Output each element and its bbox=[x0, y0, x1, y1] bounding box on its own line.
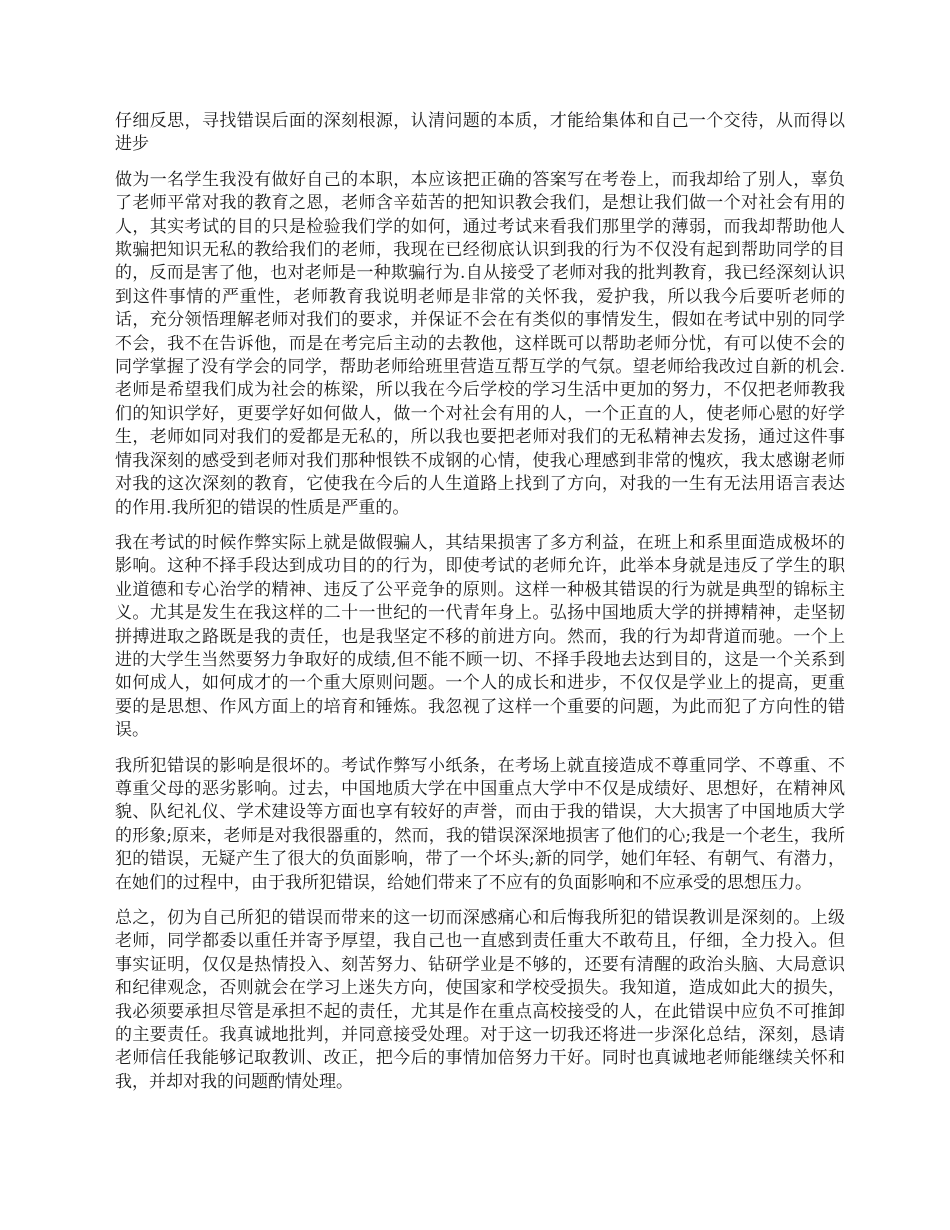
document-body bbox=[115, 110, 845, 1106]
paragraph-1: 仔细反思，寻找错误后面的深刻根源，认清问题的本质，才能给集体和自己一个交待，从而得以进步 bbox=[115, 111, 845, 155]
paragraph-5: 总之，仞为自己所犯的错误而带来的这一切而深感痛心和后悔我所犯的错误教训是深刻的。上级老师，同学都委以重任并寄予厚望，我自己也一直感到责任重大不敢苟且，仔细，全力投入。但事实证明，仅仅是热情投入、刻苦努力、钻研学业是不够的，还要有清醒的政治头脑、大局意识和纪律观念，否则就会在学习上迷失方向，使国家和学校受损失。我知道，造成如此大的损失，我必须要承担尽管是承担不起的责任，尤其是作在重点高校接受的人，在此错误中应负不可推卸的主要责任。我真诚地批判，并同意接受处理。对于这一切我还将进一步深化总结，深刻，恳请老师信任我能够记取教训、改正，把今后的事情加倍努力干好。同时也真诚地老师能继续关怀和我，并却对我的问题酌情处理。 bbox=[115, 908, 845, 1092]
paragraph-4: 我所犯错误的影响是很坏的。考试作弊写小纸条，在考场上就直接造成不尊重同学、不尊重、不尊重父母的恶劣影响。过去，中国地质大学在中国重点大学中不仅是成绩好、思想好，在精神风貌、队纪礼仪、学术建设等方面也享有较好的声誉，而由于我的错误，大大损害了中国地质大学的形象;原来，老师是对我很器重的，然而，我的错误深深地损害了他们的心;我是一个老生，我所犯的错误，无疑产生了很大的负面影响，带了一个坏头;新的同学，她们年轻、有朝气、有潜力，在她们的过程中，由于我所犯错误，给她们带来了不应有的负面影响和不应承受的思想压力。 bbox=[115, 755, 846, 893]
paragraph-2: 做为一名学生我没有做好自己的本职，本应该把正确的答案写在考卷上，而我却给了别人，辜负了老师平常对我的教育之恩，老师含辛茹苦的把知识教会我们，是想让我们做一个对社会有用的人，其实考试的目的只是检验我们学的如何，通过考试来看我们那里学的薄弱，而我却帮助他人欺骗把知识无私的教给我们的老师，我现在已经彻底认识到我的行为不仅没有起到帮助同学的目的，反而是害了他，也对老师是一种欺骗行为.自从接受了老师对我的批判教育，我已经深刻认识到这件事情的严重性，老师教育我说明老师是非常的关怀我，爱护我，所以我今后要听老师的话，充分领悟理解老师对我们的要求，并保证不会在有类似的事情发生，假如在考试中别的同学不会，我不在告诉他，而是在考完后主动的去教他，这样既可以帮助老师分忧，有可以使不会的同学掌握了没有学会的同学，帮助老师给班里营造互帮互学的气氛。望老师给我改过自新的机会.老师是希望我们成为社会的栋梁，所以我在今后学校的学习生活中更加的努力，不仅把老师教我们的知识学好，更要学好如何做人，做一个对社会有用的人，一个正直的人，使老师心慰的好学生，老师如同对我们的爱都是无私的，所以我也要把老师对我们的无私精神去发扬，通过这件事情我深刻的感受到老师对我们那种恨铁不成钢的心情，使我心理感到非常的愧疚，我太感谢老师对我的这次深刻的教育，它使我在今后的人生道路上找到了方向，对我的一生有无法用语言表达的作用.我所犯的错误的性质是严重的。 bbox=[115, 169, 845, 518]
paragraph-3: 我在考试的时候作弊实际上就是做假骗人，其结果损害了多方利益，在班上和系里面造成极坏的影响。这种不择手段达到成功目的的行为，即使考试的老师允许，此举本身就是违反了学生的职业道德和专心治学的精神、违反了公平竞争的原则。这样一种极其错误的行为就是典型的锦标主义。尤其是发生在我这样的二十一世纪的一代青年身上。弘扬中国地质大学的拼搏精神，走坚韧拼搏进取之路既是我的责任，也是我坚定不移的前进方向。然而，我的行为却背道而驰。一个上进的大学生当然要努力争取好的成绩,但不能不顾一切、不择手段地去达到目的，这是一个关系到如何成人，如何成才的一个重大原则问题。一个人的成长和进步，不仅仅是学业上的提高，更重要的是思想、作风方面上的培育和锤炼。我忽视了这样一个重要的问题，为此而犯了方向性的错误。 bbox=[115, 532, 845, 741]
